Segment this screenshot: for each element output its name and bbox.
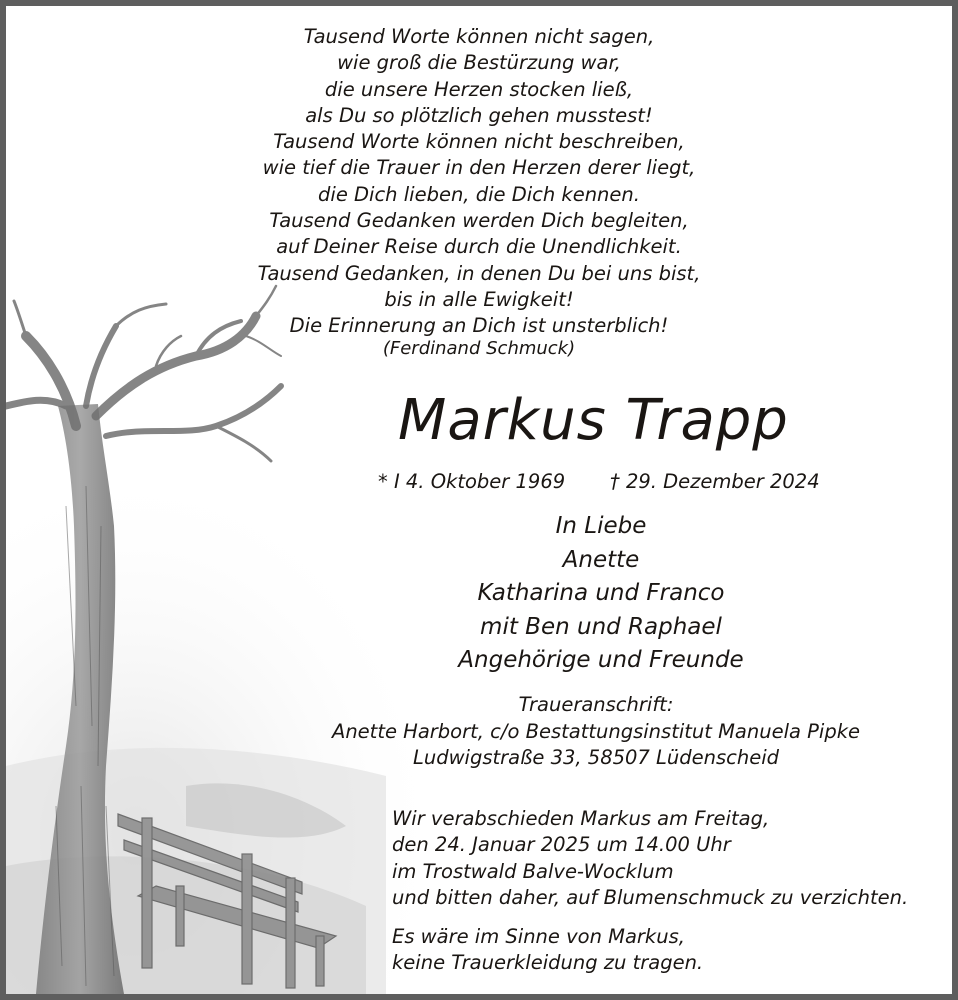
poem-line: wie tief die Trauer in den Herzen derer liegt, — [262, 156, 696, 180]
service-line: den 24. Januar 2025 um 14.00 Uhr — [392, 833, 731, 857]
poem-line: Tausend Gedanken, in denen Du bei uns bist, — [257, 261, 701, 285]
poem-line: auf Deiner Reise durch die Unendlichkeit. — [276, 235, 682, 259]
funeral-service-info — [392, 806, 908, 912]
note-line: Es wäre im Sinne von Markus, — [392, 925, 685, 948]
birth-date: * I 4. Oktober 1969 — [378, 470, 566, 493]
poem-line: wie groß die Bestürzung war, — [337, 51, 621, 75]
mourners-line: In Liebe — [555, 513, 647, 539]
service-line: im Trostwald Balve-Wocklum — [392, 859, 674, 883]
note-line: keine Trauerkleidung zu tragen. — [392, 951, 704, 975]
mourners-line: Anette — [562, 546, 640, 573]
mourners-line: Angehörige und Freunde — [458, 647, 744, 673]
poem-line: die unsere Herzen stocken ließ, — [324, 77, 634, 101]
poem-line: die Dich lieben, die Dich kennen. — [318, 182, 640, 206]
mourning-address — [286, 692, 906, 772]
address-line: Traueranschrift: — [518, 693, 674, 716]
address-line: Anette Harbort, c/o Bestattungsinstitut Manuela Pipke — [331, 719, 861, 743]
mourners-line: Katharina und Franco — [477, 580, 725, 606]
poem-line: bis in alle Ewigkeit! — [384, 287, 574, 311]
mourners-list — [351, 510, 851, 678]
poem-line: Tausend Worte können nicht sagen, — [303, 25, 655, 48]
poem-line: als Du so plötzlich gehen musstest! — [305, 103, 653, 127]
poem-line: Die Erinnerung an Dich ist unsterblich! — [289, 314, 669, 338]
death-date: † 29. Dezember 2024 — [610, 470, 820, 493]
service-line: Wir verabschieden Markus am Freitag, — [392, 807, 770, 830]
address-line: Ludwigstraße 33, 58507 Lüdenscheid — [412, 746, 780, 769]
mourners-line: mit Ben und Raphael — [480, 613, 722, 640]
deceased-name: Markus Trapp — [398, 388, 789, 453]
poem-author: (Ferdinand Schmuck) — [382, 338, 576, 359]
poem-line: Tausend Worte können nicht beschreiben, — [273, 130, 685, 154]
poem — [6, 24, 952, 340]
service-line: und bitten daher, auf Blumenschmuck zu verzichten. — [392, 886, 909, 910]
dress-code-note — [392, 924, 703, 977]
poem-line: Tausend Gedanken werden Dich begleiten, — [269, 209, 689, 233]
